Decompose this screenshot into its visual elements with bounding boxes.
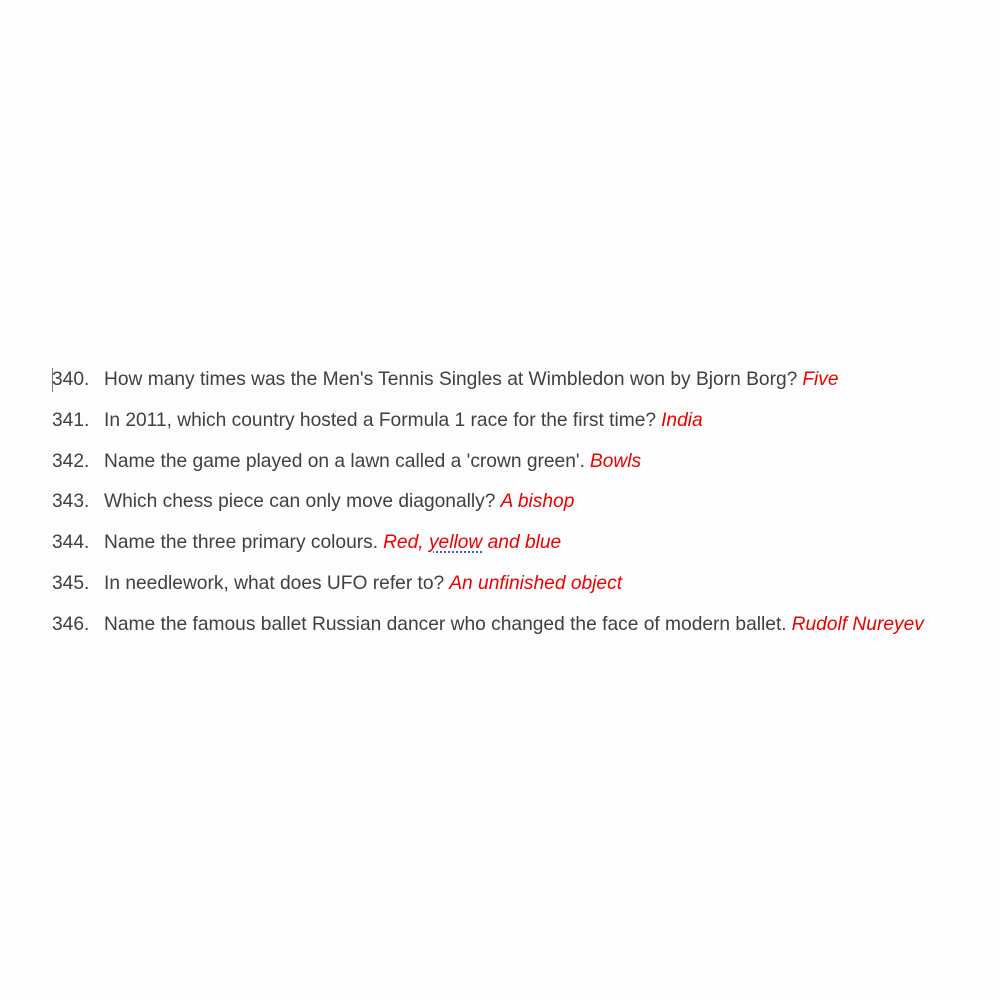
question-number: 346. [52, 613, 90, 635]
answer-part: Bowls [589, 450, 642, 472]
answer-part: A bishop [500, 491, 575, 513]
question-text[interactable]: In 2011, which country hosted a Formula 1 race for the first time? [104, 409, 657, 431]
quiz-item-341 [52, 403, 992, 444]
question-number: 341. [52, 409, 90, 431]
quiz-item-346 [52, 607, 992, 648]
quiz-item-342 [52, 444, 992, 485]
answer-part: and blue [482, 532, 562, 554]
question-text[interactable]: How many times was the Men's Tennis Singles at Wimbledon won by Bjorn Borg? [104, 369, 798, 390]
answer-text[interactable] [590, 444, 641, 480]
question-number: 343. [52, 491, 90, 513]
quiz-item-345 [52, 566, 992, 607]
question-text[interactable]: Name the famous ballet Russian dancer who changed the face of modern ballet. [104, 613, 787, 635]
answer-text[interactable] [802, 362, 838, 398]
answer-text[interactable] [792, 607, 924, 643]
question-text[interactable]: Name the game played on a lawn called a 'crown green'. [104, 450, 585, 472]
question-number: 340. [52, 369, 90, 390]
answer-text[interactable] [500, 484, 574, 520]
question-number: 344. [52, 532, 90, 554]
quiz-item-344 [52, 525, 992, 566]
answer-text[interactable] [383, 525, 561, 561]
quiz-item-343 [52, 484, 992, 525]
answer-text[interactable] [449, 566, 622, 602]
question-text[interactable]: Name the three primary colours. [104, 532, 379, 554]
spellcheck-flagged-word[interactable]: yellow [428, 532, 483, 554]
question-number: 345. [52, 572, 90, 594]
question-text[interactable]: In needlework, what does UFO refer to? [104, 572, 445, 594]
answer-part: India [661, 409, 703, 431]
quiz-question-list [52, 362, 992, 648]
answer-part: Red, [383, 532, 429, 554]
answer-text[interactable] [661, 403, 703, 439]
answer-part: Rudolf Nureyev [791, 613, 924, 635]
answer-part: Five [802, 369, 839, 390]
quiz-item-340 [52, 362, 992, 403]
answer-part: An unfinished object [449, 572, 623, 594]
question-text[interactable]: Which chess piece can only move diagonally? [104, 491, 496, 513]
question-number: 342. [52, 450, 90, 472]
